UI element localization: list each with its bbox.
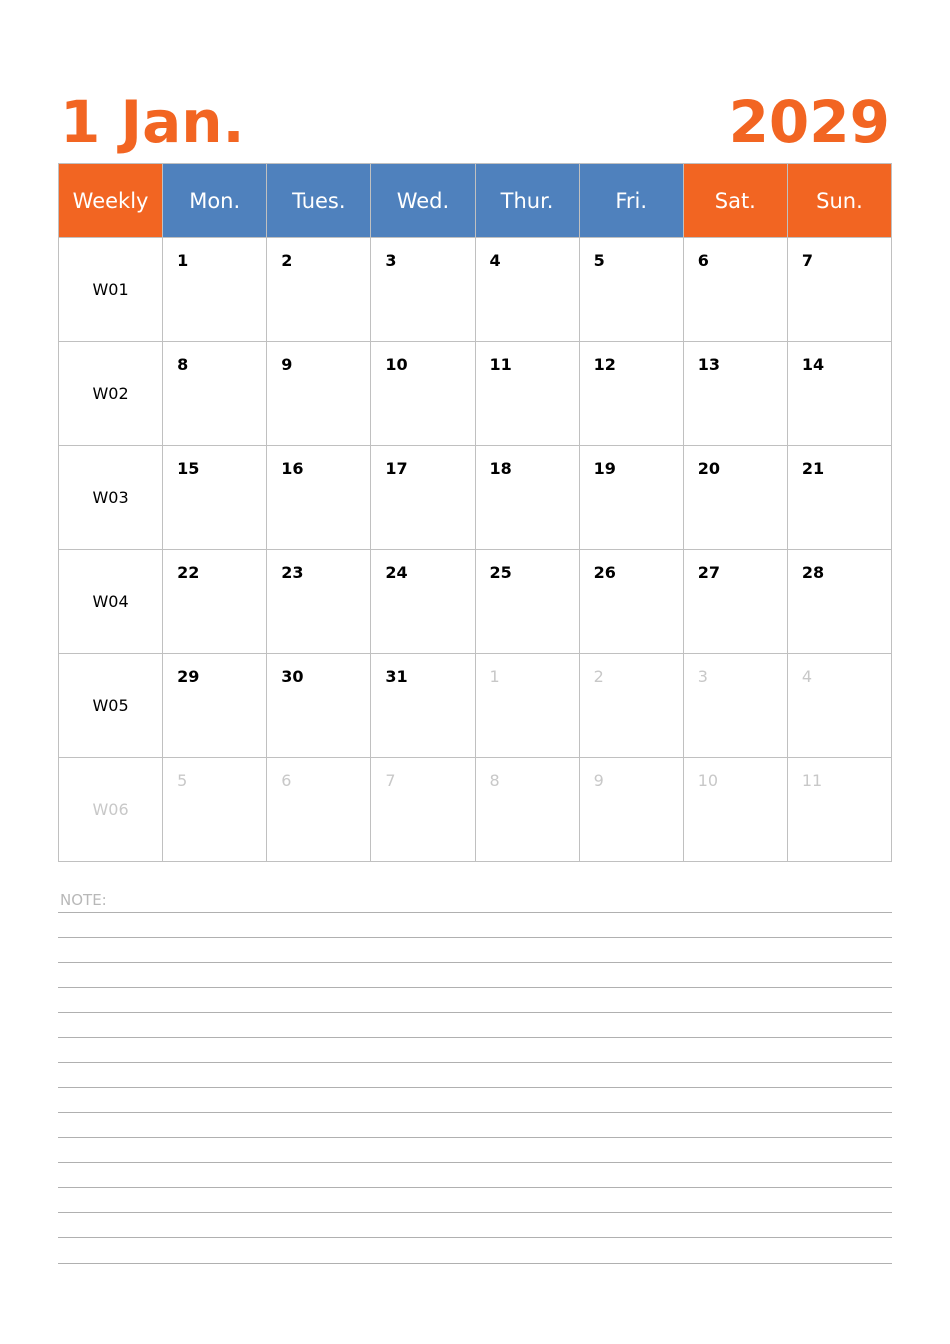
day-cell[interactable] [371,238,475,342]
day-number: 26 [593,563,616,582]
day-number: 21 [801,459,825,478]
day-number: 16 [281,459,304,478]
day-number-other-month: 4 [801,667,813,686]
day-number: 15 [177,459,200,478]
calendar-header-row [59,164,892,238]
day-number: 24 [385,563,408,582]
header-fri: Fri. [579,164,683,238]
day-number: 2 [281,251,293,270]
day-number: 11 [489,355,512,374]
day-number-other-month: 10 [697,771,719,790]
day-number: 23 [281,563,304,582]
day-cell[interactable] [475,550,579,654]
day-cell[interactable] [163,654,267,758]
week-label: W02 [59,342,163,446]
day-cell-other-month[interactable] [579,654,683,758]
month-title: 1 Jan. [60,88,245,156]
day-cell-other-month[interactable] [787,654,891,758]
day-cell[interactable] [787,342,891,446]
day-number: 8 [177,355,189,374]
day-number-other-month: 7 [385,771,396,790]
note-line [58,1112,892,1113]
day-number: 30 [281,667,304,686]
header-weekly: Weekly [59,164,163,238]
day-cell-other-month[interactable] [475,758,579,862]
day-number: 1 [177,251,189,270]
header-wed: Wed. [371,164,475,238]
day-number: 9 [281,355,293,374]
week-label: W04 [59,550,163,654]
day-number: 20 [697,459,721,478]
week-row [59,654,892,758]
day-cell[interactable] [475,238,579,342]
day-number-other-month: 8 [489,771,500,790]
note-line [58,1187,892,1188]
day-cell[interactable] [163,550,267,654]
day-number: 27 [697,563,721,582]
note-line [58,1212,892,1213]
day-number: 31 [385,667,408,686]
day-cell[interactable] [579,342,683,446]
day-cell[interactable] [579,550,683,654]
day-number-other-month: 1 [489,667,500,686]
day-number: 29 [177,667,200,686]
day-cell-other-month[interactable] [371,758,475,862]
week-label: W03 [59,446,163,550]
day-cell[interactable] [787,446,891,550]
day-number: 5 [593,251,605,270]
day-cell[interactable] [683,550,787,654]
day-cell[interactable] [475,446,579,550]
day-number: 22 [177,563,200,582]
day-cell[interactable] [267,238,371,342]
day-cell[interactable] [371,550,475,654]
day-cell[interactable] [267,550,371,654]
week-row [59,342,892,446]
note-line [58,987,892,988]
day-number-other-month: 3 [697,667,708,686]
header-sun: Sun. [787,164,891,238]
day-cell-other-month[interactable] [787,758,891,862]
day-number: 6 [697,251,709,270]
day-cell-other-month[interactable] [579,758,683,862]
week-label: W06 [59,758,163,862]
day-number: 18 [489,459,512,478]
day-cell[interactable] [371,446,475,550]
day-number-other-month: 6 [281,771,292,790]
day-cell[interactable] [163,342,267,446]
day-cell[interactable] [787,550,891,654]
note-line [58,1237,892,1238]
day-number: 14 [801,355,825,374]
day-number-other-month: 11 [801,771,823,790]
day-cell-other-month[interactable] [683,758,787,862]
day-number-other-month: 9 [593,771,604,790]
day-number: 19 [593,459,616,478]
day-cell[interactable] [579,238,683,342]
day-cell[interactable] [267,446,371,550]
week-label: W01 [59,238,163,342]
day-number-other-month: 5 [177,771,188,790]
day-number: 12 [593,355,616,374]
note-line [58,937,892,938]
note-line [58,1087,892,1088]
day-cell-other-month[interactable] [475,654,579,758]
header-sat: Sat. [683,164,787,238]
day-number: 17 [385,459,408,478]
note-line [58,962,892,963]
week-row [59,446,892,550]
week-row [59,238,892,342]
day-cell[interactable] [787,238,891,342]
note-line [58,1162,892,1163]
day-cell[interactable] [475,342,579,446]
day-number: 7 [801,251,814,270]
day-number: 4 [489,251,501,270]
day-cell-other-month[interactable] [163,758,267,862]
day-cell[interactable] [163,446,267,550]
day-cell-other-month[interactable] [683,654,787,758]
day-number: 10 [385,355,408,374]
week-row [59,550,892,654]
day-cell[interactable] [371,654,475,758]
day-cell[interactable] [683,238,787,342]
note-line [58,1137,892,1138]
year-title: 2029 [728,88,890,156]
header-thu: Thur. [475,164,579,238]
day-number-other-month: 2 [593,667,604,686]
day-number: 28 [801,563,825,582]
note-line [58,1263,892,1264]
week-label: W05 [59,654,163,758]
day-cell[interactable] [683,342,787,446]
note-label: NOTE: [60,891,107,909]
header-tue: Tues. [267,164,371,238]
note-line [58,1062,892,1063]
day-number: 25 [489,563,512,582]
day-cell[interactable] [267,654,371,758]
calendar-grid [58,163,892,862]
note-line [58,912,892,913]
week-row [59,758,892,862]
header-mon: Mon. [163,164,267,238]
day-cell[interactable] [579,446,683,550]
day-number: 13 [697,355,721,374]
day-cell[interactable] [267,342,371,446]
day-cell[interactable] [163,238,267,342]
note-line [58,1012,892,1013]
day-cell[interactable] [683,446,787,550]
note-line [58,1037,892,1038]
day-cell-other-month[interactable] [267,758,371,862]
day-number: 3 [385,251,397,270]
day-cell[interactable] [371,342,475,446]
